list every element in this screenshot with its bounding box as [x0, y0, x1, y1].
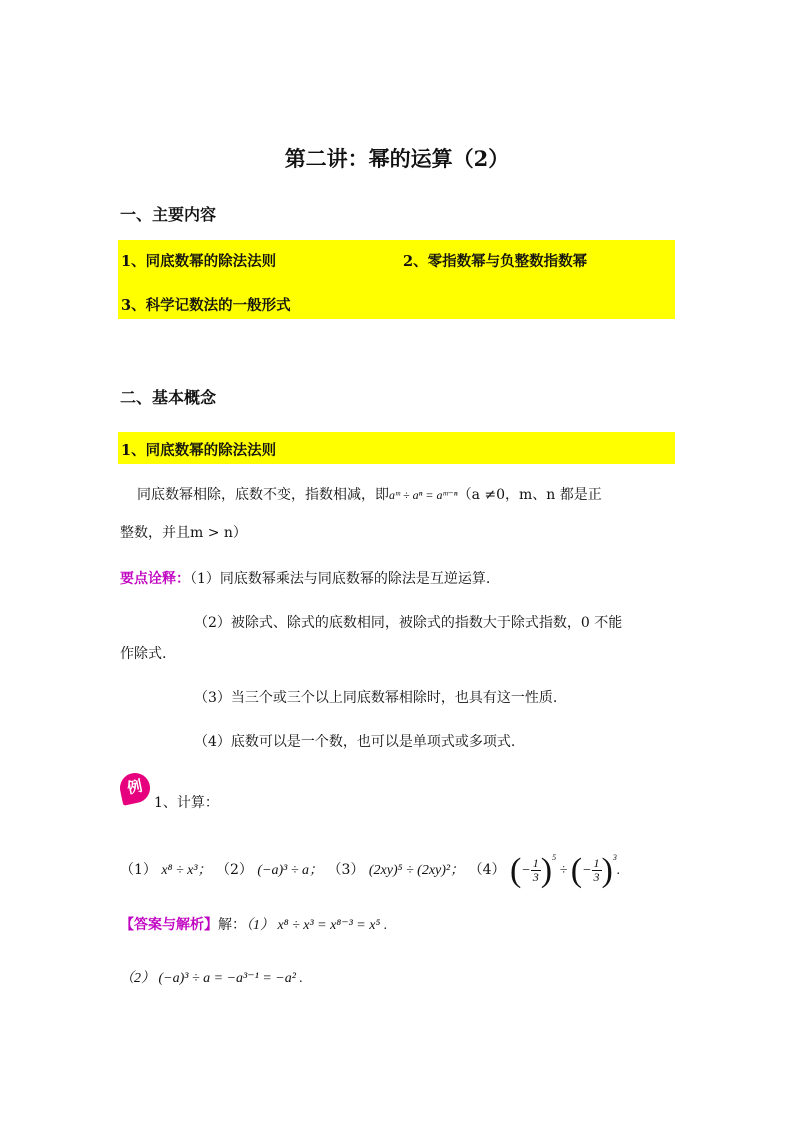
keypoint-4: （4）底数可以是一个数，也可以是单项式或多项式. [194, 734, 516, 750]
problem-2-label: （2） [216, 862, 253, 878]
main-content-item-1: 1、同底数幂的除法法则 [121, 253, 277, 270]
section-heading-basic-concepts: 二、基本概念 [120, 388, 217, 407]
example-label: 1、计算： [154, 795, 219, 811]
keypoint-3: （3）当三个或三个以上同底数幂相除时，也具有这一性质. [194, 690, 558, 706]
problem-4: (− $\frac{1}{3}$ )$^5$ ÷ (− $\frac{1}{3}$ )$^3$. [509, 851, 621, 889]
example-problems [120, 838, 621, 889]
main-content-item-2: 2、零指数幂与负整数指数幂 [403, 253, 588, 270]
main-content-highlight-box [118, 240, 675, 319]
rule-line-1 [137, 488, 602, 502]
problem-1-label: （1） [120, 862, 157, 878]
keypoint-label: 要点诠释： [120, 571, 190, 587]
keypoint-1: （1）同底数幂乘法与同底数幂的除法是互逆运算. [190, 571, 491, 587]
answer-label: 【答案与解析】 [120, 917, 218, 933]
keypoint-2-continued: 作除式. [120, 646, 167, 662]
fraction-2: $\frac{1}{3}$ [593, 856, 600, 885]
example-badge: 例 [117, 770, 153, 806]
page-title: 第二讲：幂的运算（2） [284, 146, 510, 171]
keypoint-2: （2）被除式、除式的底数相同，被除式的指数大于除式指数，0 不能 [194, 615, 623, 631]
problem-3: (2xy)⁵ ÷ (2xy)²； [368, 863, 465, 878]
answer-1: （1） x⁸ ÷ x³ = x⁸⁻³ = x⁵ . [246, 918, 388, 933]
rule-line-2: 整数，并且m > n） [120, 525, 247, 541]
answer-2: （2） (−a)³ ÷ a = −a³⁻¹ = −a² . [120, 971, 303, 986]
answer-prefix: 解： [218, 917, 246, 933]
section-heading-main-content: 一、主要内容 [120, 205, 217, 224]
sub-heading-division-rule: 1、同底数幂的除法法则 [121, 442, 277, 459]
problem-1: x⁸ ÷ x³； [161, 863, 212, 878]
answer-line-1 [120, 918, 387, 933]
rule-formula: aᵐ ÷ aⁿ = aᵐ⁻ⁿ [389, 488, 458, 502]
problem-3-label: （3） [327, 862, 365, 878]
main-content-item-3: 3、科学记数法的一般形式 [121, 297, 291, 314]
keypoint-line-1 [120, 572, 490, 586]
fraction-1: $\frac{1}{3}$ [532, 856, 539, 885]
problem-2: (−a)³ ÷ a； [257, 863, 324, 878]
rule-suffix: （a ≠0，m、n 都是正 [457, 487, 602, 503]
rule-prefix: 同底数幂相除，底数不变，指数相减，即 [137, 487, 389, 503]
sub-heading-highlight-box [118, 432, 675, 464]
problem-4-label: （4） [468, 862, 506, 878]
